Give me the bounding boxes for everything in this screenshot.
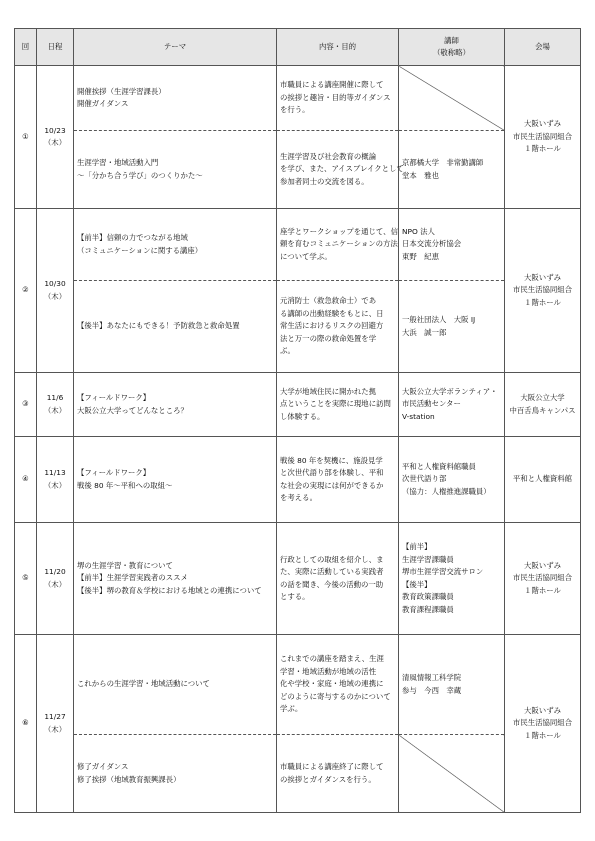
session-theme-line: ～「分かち合う学び」のつくりかた～	[77, 170, 203, 180]
session-lecturer	[399, 437, 505, 523]
session-date	[37, 373, 74, 437]
session-content-line: ぶ。	[280, 346, 295, 356]
session-content-line: の挨拶とガイダンスを行う。	[280, 774, 376, 784]
session-number: ④	[15, 437, 37, 523]
session-date-line: 11/13	[44, 468, 66, 477]
session-theme-line: 【フィールドワーク】	[77, 468, 151, 477]
session-theme-line: これからの生涯学習・地域活動について	[77, 679, 210, 689]
session-theme	[74, 437, 277, 523]
session-content	[277, 635, 399, 735]
session-row	[15, 281, 581, 373]
session-content-line: 市職員による講座開催に際して	[280, 80, 384, 90]
session-venue-line: 市民生活協同組合	[512, 285, 573, 295]
session-row	[15, 635, 581, 735]
session-content-line: これまでの講座を踏まえ、生涯	[280, 654, 384, 664]
session-number: ①	[15, 66, 37, 209]
session-venue-line: 大阪いずみ	[524, 560, 561, 570]
session-lecturer-line: 堺市生涯学習交流サロン	[402, 567, 484, 576]
session-content-line: と次世代語り部を体験し、平和	[280, 468, 384, 477]
schedule-table	[14, 28, 581, 813]
session-lecturer-line: 堂本 雅也	[402, 170, 439, 180]
session-content-line: を行う。	[280, 105, 310, 115]
session-content-line: 戦後 80 年を契機に、施設見学	[280, 455, 383, 465]
session-content-line: を学び、また、アイスブレイクとして	[280, 164, 404, 174]
session-venue	[505, 523, 581, 635]
session-theme	[74, 373, 277, 437]
session-date-line: 11/20	[44, 567, 66, 576]
session-content	[277, 373, 399, 437]
session-date	[37, 66, 74, 209]
session-lecturer-line: 一般社団法人 大阪 IJ	[402, 315, 476, 324]
session-content	[277, 523, 399, 635]
header-date: 日程	[37, 29, 74, 66]
session-row	[15, 209, 581, 281]
session-venue	[505, 66, 581, 209]
session-theme-line: 開催挨拶（生涯学習課長）	[77, 86, 166, 96]
session-row	[15, 66, 581, 131]
session-row	[15, 131, 581, 209]
session-lecturer-line: 【前半】	[402, 542, 432, 551]
session-theme	[74, 735, 277, 813]
session-venue-line: 平和と人権資料館	[512, 474, 573, 484]
session-theme-line: 大阪公立大学ってどんなところ？	[77, 405, 188, 415]
session-row	[15, 735, 581, 813]
session-venue-line: 市民生活協同組合	[512, 718, 573, 728]
session-venue-line: １階ホール	[524, 585, 561, 595]
session-content-line: 参加者同士の交流を図る。	[280, 176, 369, 186]
header-lecturer-line: 講師	[444, 35, 459, 45]
session-date	[37, 523, 74, 635]
session-content-line: 元消防士（救急救命士）であ	[280, 296, 377, 306]
session-date-line: （木）	[43, 579, 67, 589]
session-row	[15, 523, 581, 635]
session-theme	[74, 281, 277, 373]
session-venue-line: 大阪いずみ	[524, 272, 561, 282]
session-theme	[74, 635, 277, 735]
session-venue-line: 大阪いずみ	[524, 119, 561, 129]
session-theme	[74, 523, 277, 635]
session-theme-line: 【フィールドワーク】	[77, 393, 151, 402]
session-content-line: 常生活におけるリスクの回避方	[280, 321, 384, 331]
session-venue	[505, 635, 581, 813]
session-content-line: る講師の出動経験をもとに、日	[280, 308, 384, 318]
session-content-line: し体験する。	[280, 411, 325, 421]
session-lecturer-line: 次世代語り部	[402, 474, 447, 484]
header-row	[15, 29, 581, 66]
session-venue-line: １階ホール	[524, 297, 561, 307]
session-theme-line: 堺の生涯学習・教育について	[77, 560, 173, 570]
session-lecturer-line: 生涯学習課職員	[402, 554, 454, 564]
session-lecturer	[399, 209, 505, 281]
session-theme-line: 修了ガイダンス	[77, 762, 129, 771]
session-lecturer	[399, 735, 505, 813]
session-date	[37, 437, 74, 523]
session-content-line: 学習・地域活動が地域の活性	[280, 666, 377, 676]
session-lecturer-line: 教育政策課職員	[402, 592, 454, 601]
session-lecturer-line: V-station	[402, 411, 435, 421]
session-venue	[505, 209, 581, 373]
session-venue-line: １階ホール	[524, 730, 561, 740]
session-lecturer	[399, 66, 505, 131]
session-date-line: （木）	[43, 405, 67, 415]
session-date-line: 11/27	[44, 712, 66, 721]
session-lecturer-line: 清風情報工科学院	[402, 673, 462, 682]
session-theme	[74, 209, 277, 281]
session-venue-line: １階ホール	[524, 144, 561, 154]
session-content-line: 法と万一の際の救命処置を学	[280, 333, 377, 343]
header-lecturer-line: （敬称略）	[433, 48, 470, 57]
header-theme: テーマ	[74, 29, 277, 66]
session-content-line: について学ぶ。	[280, 251, 332, 261]
session-content-line: 大学が地域住民に開かれた拠	[280, 386, 377, 396]
session-row	[15, 437, 581, 523]
session-lecturer-line: NPO 法人	[402, 226, 435, 236]
session-venue	[505, 437, 581, 523]
session-content	[277, 735, 399, 813]
header-num: 回	[15, 29, 37, 66]
session-lecturer	[399, 131, 505, 209]
session-lecturer-line: 日本交流分析協会	[402, 239, 462, 249]
session-venue-line: 市民生活協同組合	[512, 131, 573, 141]
session-venue-line: 大阪いずみ	[524, 705, 561, 715]
session-content-line: 市職員による講座終了に際して	[280, 762, 384, 771]
session-theme-line: 修了挨拶（地域教育振興課長）	[77, 774, 181, 784]
session-content	[277, 281, 399, 373]
session-number: ⑥	[15, 635, 37, 813]
session-lecturer-line: 平和と人権資料館職員	[402, 461, 476, 471]
session-content-line: 座学とワークショップを通じて、信	[280, 226, 398, 236]
session-content	[277, 131, 404, 209]
session-content-line: とする。	[280, 592, 310, 601]
session-content	[277, 66, 399, 131]
session-lecturer-line: 教育課程課職員	[402, 604, 454, 614]
header-venue: 会場	[505, 29, 581, 66]
session-date-line: 11/6	[46, 393, 64, 402]
session-number: ②	[15, 209, 37, 373]
session-content-line: を考える。	[280, 493, 317, 502]
session-number: ⑤	[15, 523, 37, 635]
session-lecturer-line: 大阪公立大学ボランティア・	[402, 386, 498, 396]
session-theme-line: 【前半】生涯学習実践者のススメ	[77, 573, 188, 583]
session-number: ③	[15, 373, 37, 437]
session-date-line: 10/30	[44, 279, 66, 288]
session-lecturer-line: 【後半】	[402, 579, 432, 589]
session-lecturer-line: 大浜 誠一郎	[402, 327, 447, 337]
session-theme	[74, 131, 277, 209]
session-lecturer-line: 京都橘大学 非常勤講師	[402, 158, 484, 167]
session-venue-line: 市民生活協同組合	[512, 573, 573, 583]
session-theme-line: 【後半】あなたにもできる！予防救急と救命処置	[77, 321, 240, 331]
session-date-line: （木）	[43, 480, 67, 490]
session-venue	[505, 373, 581, 437]
session-theme-line: 戦後 80 年～平和への取組～	[77, 480, 173, 490]
session-content-line: 生涯学習及び社会教育の概論	[280, 151, 377, 161]
session-content-line: た、実際に活動している実践者	[280, 567, 384, 576]
session-content-line: どのように寄与するのかについて	[280, 691, 391, 701]
session-lecturer-line: 市民活動センター	[402, 399, 461, 409]
session-lecturer	[399, 281, 505, 373]
header-content: 内容・目的	[277, 29, 399, 66]
session-theme-line: 生涯学習・地域活動入門	[77, 158, 159, 167]
session-theme-line: 【後半】堺の教育＆学校における地域との連携について	[77, 585, 262, 595]
session-lecturer-line: 参与 今西 幸蔵	[402, 685, 462, 695]
session-date	[37, 635, 74, 813]
session-theme-line: （コミュニケーションに関する講座）	[77, 245, 203, 255]
session-content	[277, 437, 399, 523]
session-lecturer	[399, 523, 505, 635]
session-content-line: の話を聞き、今後の活動の一助	[280, 579, 384, 589]
session-venue-line: 中百舌鳥キャンパス	[509, 405, 576, 415]
session-content-line: 化や学校・家庭・地域の連携に	[280, 679, 384, 689]
session-theme-line: 【前半】信頼の力でつながる地域	[77, 233, 188, 242]
session-lecturer-line: （協力：人権推進課職員）	[402, 486, 491, 496]
session-content-line: 頼を育むコミュニケーションの方法	[280, 239, 398, 249]
session-lecturer-line: 東野 紀恵	[402, 251, 439, 261]
session-content-line: 行政としての取組を紹介し、ま	[280, 554, 384, 564]
session-lecturer	[399, 635, 505, 735]
session-theme-line: 開催ガイダンス	[77, 99, 129, 108]
session-content	[277, 209, 399, 281]
session-content-line: な社会の実現には何ができるか	[280, 480, 384, 490]
session-date-line: （木）	[43, 291, 67, 301]
session-lecturer	[399, 373, 505, 437]
session-content-line: 点ということを実際に現地に訪問	[280, 399, 391, 409]
session-content-line: の挨拶と趣旨・目的等ガイダンス	[280, 92, 391, 102]
session-date	[37, 209, 74, 373]
session-theme	[74, 66, 277, 131]
session-row	[15, 373, 581, 437]
session-venue-line: 大阪公立大学	[520, 393, 565, 402]
header-lecturer	[399, 29, 505, 66]
session-date-line: 10/23	[44, 125, 66, 135]
session-date-line: （木）	[43, 724, 67, 734]
session-date-line: （木）	[43, 138, 67, 147]
session-content-line: 学ぶ。	[280, 704, 303, 714]
